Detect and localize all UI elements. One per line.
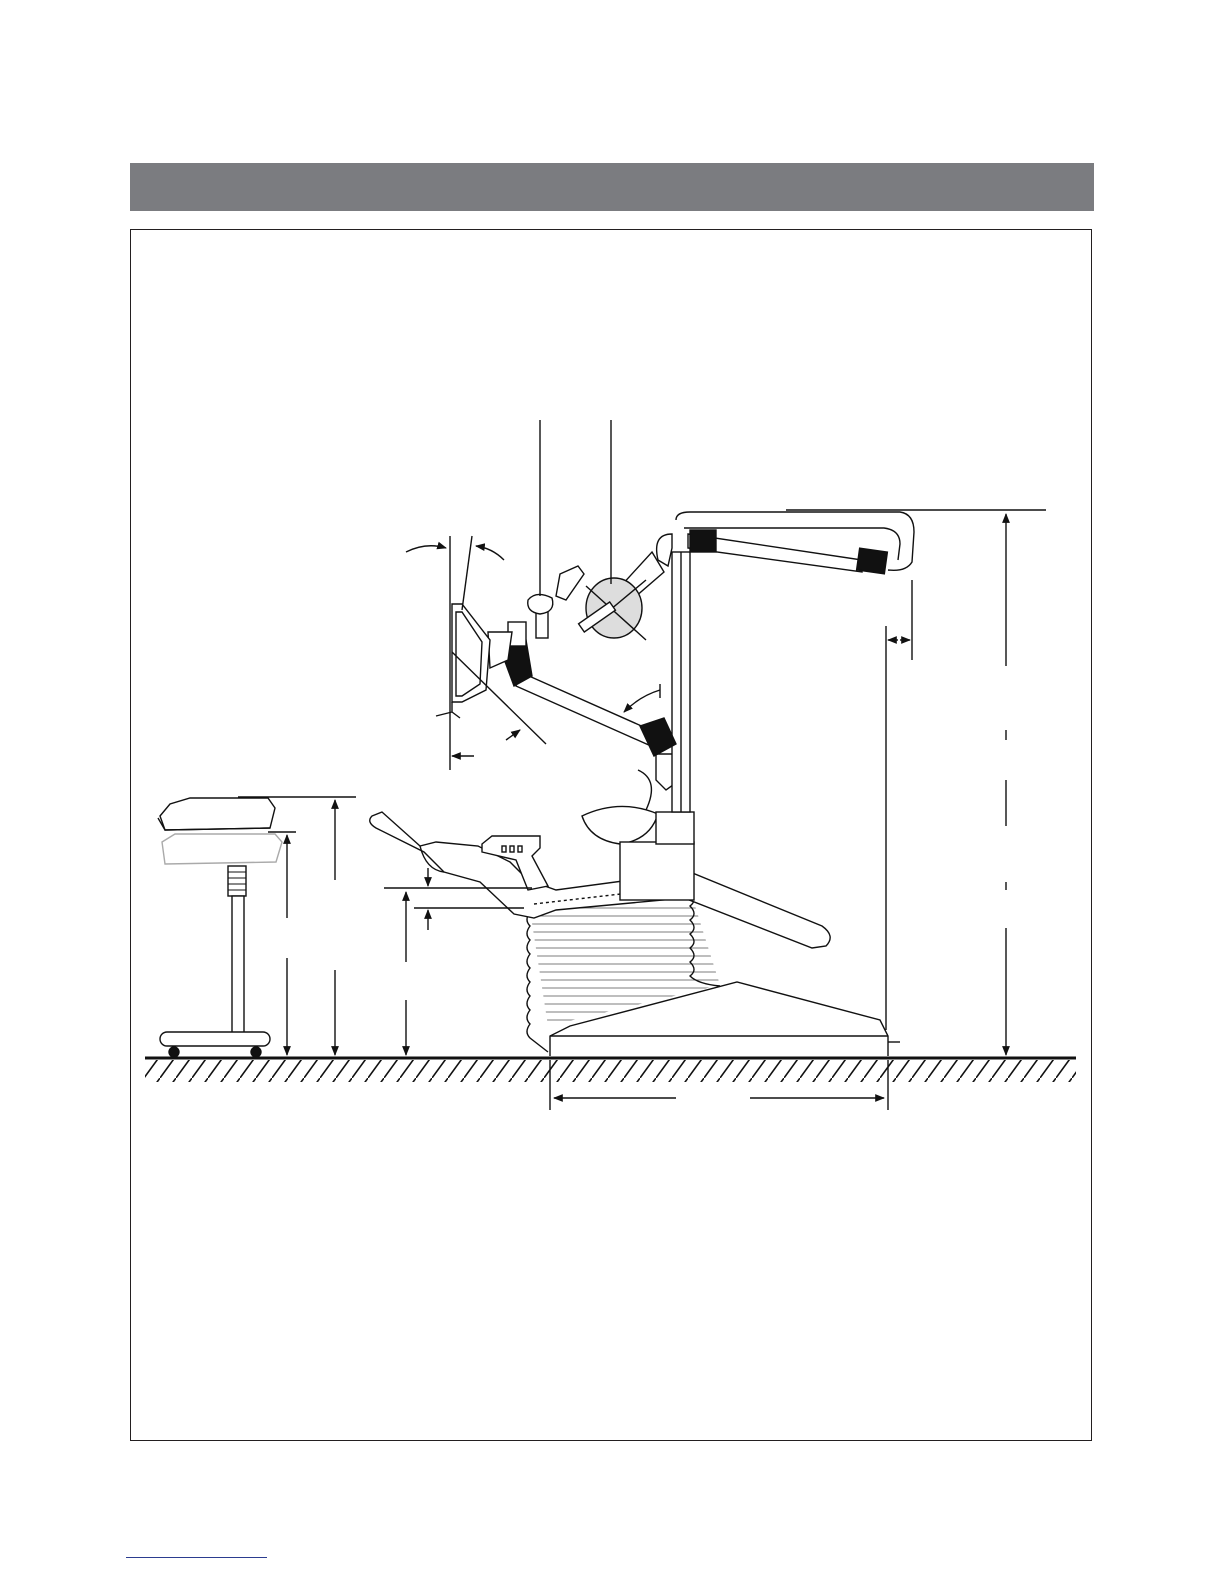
light-offset-dimension (886, 580, 912, 1030)
monitor (436, 604, 490, 718)
intraoral-light (528, 566, 584, 638)
light-post (672, 552, 690, 812)
monitor-tilt-dimensions (406, 536, 660, 770)
floor (145, 1058, 1076, 1082)
monitor-arm (488, 622, 676, 756)
light-arm (610, 512, 914, 610)
delivery-tray-cart (158, 798, 282, 1057)
overall-height-dimension (786, 510, 1046, 1055)
footer-rule (126, 1557, 267, 1558)
